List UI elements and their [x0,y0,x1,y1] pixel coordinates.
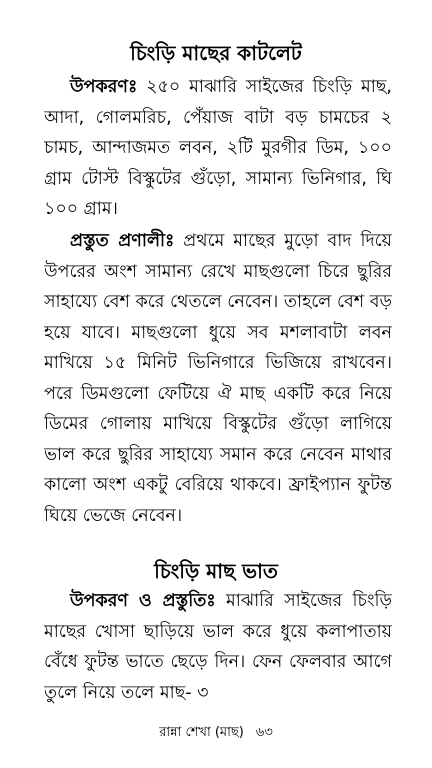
page-number: ৬৩ [255,725,273,740]
ingredients-text: ২৫০ মাঝারি সাইজের চিংড়ি মাছ, আদা, গোলমরিচ, পেঁয়াজ বাটা বড় চামচের ২ চামচ, আন্দাজমত লবন, ২টি মুরগীর ডিম, ১০০ গ্রাম টোস্ট বিস্কুটের গুঁড়ো, সামান্য ভিনিগার, ঘি ১০০ গ্রাম। [44,77,392,219]
page-footer [0,724,432,742]
book-title: রান্না শেখা (মাছ) [159,725,244,740]
ingredients-label: উপকরণঃ [70,77,138,97]
ingredients-and-preparation-paragraph [44,586,392,708]
recipe-title-prawn-rice: চিংড়ি মাছ ভাত [154,559,278,583]
ingredients-paragraph [44,72,392,224]
method-label: প্রস্তুত প্রণালীঃ [70,231,175,251]
method-paragraph [44,226,392,532]
ingredients-and-preparation-label: উপকরণ ও প্রস্তুতিঃ [70,591,216,611]
method-text: প্রথমে মাছের মুড়ো বাদ দিয়ে উপরের অংশ সামান্য রেখে মাছগুলো চিরে ছুরির সাহায্যে বেশ করে থেতলে নেবেন। তাহলে বেশ বড় হয়ে যাবে। মাছগুলো ধুয়ে সব মশলাবাটা লবন মাখিয়ে ১৫ মিনিট ভিনিগারে ভিজিয়ে রাখবেন। পরে ডিমগুলো ফেটিয়ে ঐ মাছ একটি করে নিয়ে ডিমের গোলায় মাখিয়ে বিস্কুটের গুঁড়ো লাগিয়ে ভাল করে ছুরির সাহায্যে সমান করে নেবেন মাথার কালো অংশ একটু বেরিয়ে থাকবে। ফ্রাইপ্যান ফুটন্ত ঘিয়ে ভেজে নেবেন। [44,231,392,526]
ingredients-and-preparation-text: মাঝারি সাইজের চিংড়ি মাছের খোসা ছাড়িয়ে ভাল করে ধুয়ে কলাপাতায় বেঁধে ফুটন্ত ভাতে ছেড়ে দিন। ফেন ফেলবার আগে তুলে নিয়ে তলে মাছ- ৩ [44,591,392,703]
recipe-title-prawn-cutlet: চিংড়ি মাছের কাটলেট [130,41,302,65]
